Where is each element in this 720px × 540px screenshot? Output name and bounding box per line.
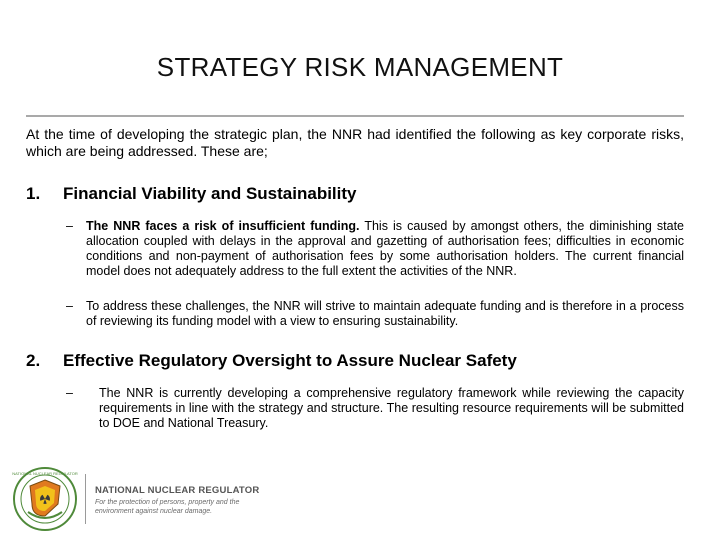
section-number-1: 1. (26, 184, 41, 203)
org-tagline: For the protection of persons, property and the environment against nuclear damage. (95, 499, 240, 515)
bullet-funding-risk (86, 219, 684, 279)
slide-title: STRATEGY RISK MANAGEMENT (156, 52, 564, 82)
intro-paragraph: At the time of developing the strategic plan, the NNR had identified the following as key corporate risks, which are being addressed. These are; (26, 126, 684, 159)
seal-text: NATIONAL NUCLEAR REGULATOR (12, 471, 78, 476)
bullet-body-text: This is caused by amongst others, the diminishing state allocation coupled with delays in the approval and gazetting of authorisation fees; difficulties in economic conditions and non-payment of authorisation fees by some authorisation holders. The current financial model does not adequately address to the full extent the activities of the NNR. (86, 219, 685, 278)
section-title-1: Financial Viability and Sustainability (63, 184, 357, 203)
bullet-dash: – (66, 386, 73, 400)
nnr-seal-logo (8, 466, 82, 532)
bullet-dash: – (66, 219, 73, 233)
bullet-funding-response: To address these challenges, the NNR will strive to maintain adequate funding and is therefore in a process of reviewing its funding model with a view to ensuring sustainability. (86, 299, 684, 328)
bullet-dash: – (66, 299, 73, 313)
bullet-lead-text: The NNR faces a risk of insufficient funding. (86, 219, 360, 233)
title-divider (26, 115, 684, 117)
section-heading-1 (26, 184, 356, 204)
section-heading-2 (26, 351, 517, 371)
section-number-2: 2. (26, 351, 41, 370)
section-title-2: Effective Regulatory Oversight to Assure Nuclear Safety (63, 351, 517, 370)
bullet-regulatory-framework: The NNR is currently developing a comprehensive regulatory framework while reviewing the capacity requirements in line with the strategy and structure. The resulting resource requirements will be submitted to DOE and National Treasury. (99, 386, 684, 430)
footer-divider (85, 474, 86, 524)
org-name: NATIONAL NUCLEAR REGULATOR (95, 485, 260, 496)
